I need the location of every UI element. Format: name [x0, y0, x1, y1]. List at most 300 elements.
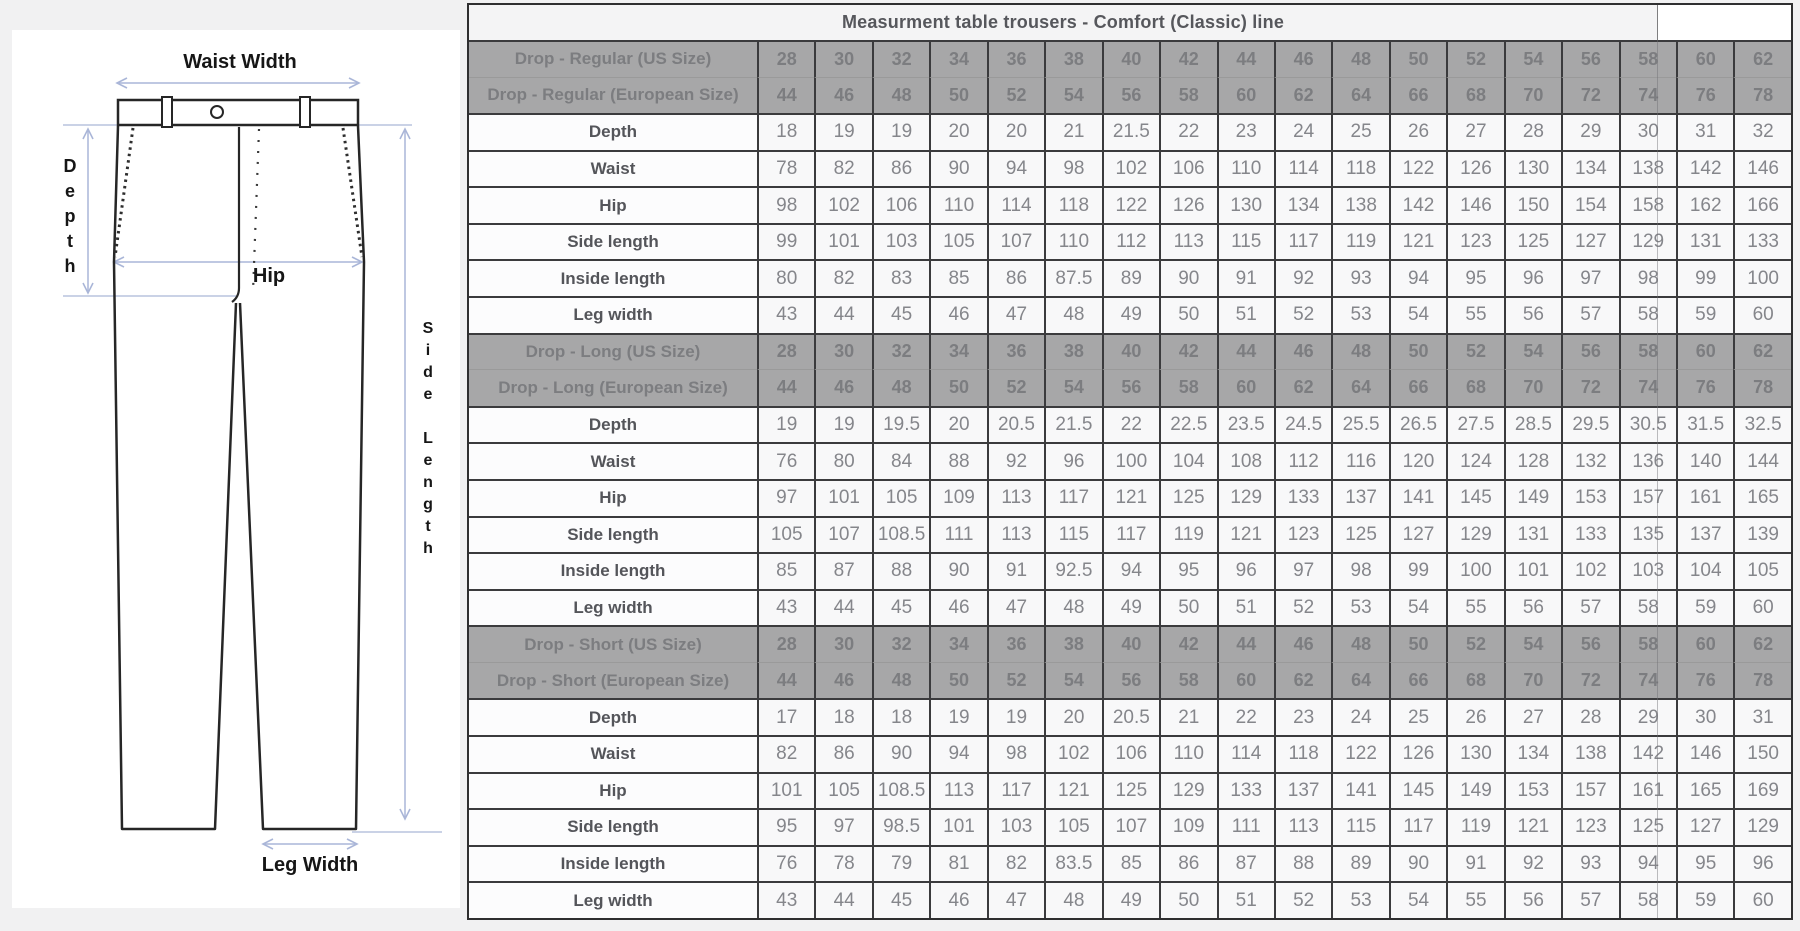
value-cell: 50 [1389, 40, 1446, 77]
value-cell: 114 [987, 186, 1044, 223]
value-cell: 96 [1217, 552, 1274, 589]
value-cell: 62 [1733, 40, 1790, 77]
value-cell: 165 [1676, 772, 1733, 809]
value-cell: 162 [1676, 186, 1733, 223]
value-cell: 46 [929, 589, 986, 626]
value-cell: 68 [1446, 662, 1503, 699]
value-cell: 32 [1733, 113, 1790, 150]
value-cell: 19.5 [872, 406, 929, 443]
value-cell: 44 [757, 369, 814, 406]
value-cell: 95 [1159, 552, 1216, 589]
measure-row-label: Leg width [469, 589, 757, 626]
table-row [469, 113, 1791, 150]
value-cell: 123 [1561, 808, 1618, 845]
table-row [469, 845, 1791, 882]
value-cell: 120 [1389, 442, 1446, 479]
table-row [469, 516, 1791, 553]
value-cell: 50 [1159, 296, 1216, 333]
value-cell: 110 [1044, 223, 1101, 260]
value-cell: 87 [1217, 845, 1274, 882]
value-cell: 113 [987, 516, 1044, 553]
value-cell: 110 [1217, 150, 1274, 187]
value-cell: 93 [1561, 845, 1618, 882]
value-cell: 42 [1159, 333, 1216, 370]
value-cell: 115 [1217, 223, 1274, 260]
value-cell: 72 [1561, 369, 1618, 406]
value-cell: 108 [1217, 442, 1274, 479]
value-cell: 28 [1504, 113, 1561, 150]
value-cell: 43 [757, 881, 814, 918]
value-cell: 53 [1331, 881, 1388, 918]
value-cell: 46 [1274, 40, 1331, 77]
value-cell: 117 [987, 772, 1044, 809]
value-cell: 25 [1389, 698, 1446, 735]
value-cell: 100 [1102, 442, 1159, 479]
value-cell: 20 [1044, 698, 1101, 735]
value-cell: 87.5 [1044, 259, 1101, 296]
value-cell: 89 [1331, 845, 1388, 882]
value-cell: 46 [929, 881, 986, 918]
value-cell: 66 [1389, 77, 1446, 114]
value-cell: 76 [757, 845, 814, 882]
value-cell: 48 [1331, 40, 1388, 77]
value-cell: 34 [929, 333, 986, 370]
value-cell: 83.5 [1044, 845, 1101, 882]
value-cell: 58 [1619, 296, 1676, 333]
value-cell: 91 [1446, 845, 1503, 882]
value-cell: 20.5 [1102, 698, 1159, 735]
value-cell: 54 [1389, 589, 1446, 626]
value-cell: 45 [872, 881, 929, 918]
value-cell: 119 [1446, 808, 1503, 845]
value-cell: 116 [1331, 442, 1388, 479]
value-cell: 44 [1217, 40, 1274, 77]
value-cell: 70 [1504, 369, 1561, 406]
value-cell: 43 [757, 296, 814, 333]
value-cell: 166 [1733, 186, 1790, 223]
value-cell: 48 [872, 77, 929, 114]
value-cell: 107 [987, 223, 1044, 260]
value-cell: 62 [1274, 369, 1331, 406]
value-cell: 60 [1217, 369, 1274, 406]
measure-row-label: Side length [469, 223, 757, 260]
value-cell: 57 [1561, 296, 1618, 333]
table-row [469, 259, 1791, 296]
value-cell: 19 [814, 406, 871, 443]
table-row [469, 296, 1791, 333]
value-cell: 107 [1102, 808, 1159, 845]
value-cell: 91 [987, 552, 1044, 589]
value-cell: 108.5 [872, 516, 929, 553]
value-cell: 130 [1217, 186, 1274, 223]
value-cell: 96 [1504, 259, 1561, 296]
value-cell: 68 [1446, 77, 1503, 114]
value-cell: 91 [1217, 259, 1274, 296]
value-cell: 48 [1331, 625, 1388, 662]
value-cell: 98 [1331, 552, 1388, 589]
table-row [469, 40, 1791, 77]
value-cell: 51 [1217, 881, 1274, 918]
value-cell: 85 [1102, 845, 1159, 882]
value-cell: 49 [1102, 589, 1159, 626]
value-cell: 133 [1274, 479, 1331, 516]
drop-us-size-label: Drop - Short (US Size) [469, 625, 757, 662]
value-cell: 80 [814, 442, 871, 479]
value-cell: 57 [1561, 589, 1618, 626]
table-row [469, 552, 1791, 589]
value-cell: 125 [1504, 223, 1561, 260]
value-cell: 105 [757, 516, 814, 553]
value-cell: 60 [1676, 40, 1733, 77]
value-cell: 130 [1446, 735, 1503, 772]
value-cell: 140 [1676, 442, 1733, 479]
table-row [469, 479, 1791, 516]
value-cell: 138 [1331, 186, 1388, 223]
value-cell: 85 [757, 552, 814, 589]
value-cell: 21.5 [1044, 406, 1101, 443]
value-cell: 38 [1044, 625, 1101, 662]
value-cell: 52 [1274, 589, 1331, 626]
value-cell: 56 [1102, 662, 1159, 699]
value-cell: 38 [1044, 40, 1101, 77]
trouser-left-outline [114, 126, 236, 829]
value-cell: 81 [929, 845, 986, 882]
measure-row-label: Depth [469, 406, 757, 443]
value-cell: 25 [1331, 113, 1388, 150]
value-cell: 50 [1389, 625, 1446, 662]
value-cell: 94 [1102, 552, 1159, 589]
value-cell: 117 [1274, 223, 1331, 260]
value-cell: 20.5 [987, 406, 1044, 443]
value-cell: 129 [1159, 772, 1216, 809]
value-cell: 106 [1102, 735, 1159, 772]
value-cell: 100 [1446, 552, 1503, 589]
value-cell: 32.5 [1733, 406, 1790, 443]
value-cell: 126 [1446, 150, 1503, 187]
value-cell: 62 [1274, 662, 1331, 699]
value-cell: 32 [872, 40, 929, 77]
value-cell: 88 [929, 442, 986, 479]
value-cell: 52 [987, 369, 1044, 406]
value-cell: 137 [1331, 479, 1388, 516]
value-cell: 22 [1102, 406, 1159, 443]
value-cell: 118 [1274, 735, 1331, 772]
measurement-table [467, 3, 1793, 920]
value-cell: 30 [1619, 113, 1676, 150]
value-cell: 161 [1619, 772, 1676, 809]
table-row [469, 333, 1791, 370]
value-cell: 27 [1446, 113, 1503, 150]
value-cell: 46 [1274, 625, 1331, 662]
value-cell: 60 [1676, 333, 1733, 370]
value-cell: 24.5 [1274, 406, 1331, 443]
value-cell: 20 [929, 113, 986, 150]
value-cell: 40 [1102, 40, 1159, 77]
value-cell: 50 [1389, 333, 1446, 370]
value-cell: 101 [1504, 552, 1561, 589]
value-cell: 60 [1733, 589, 1790, 626]
value-cell: 135 [1619, 516, 1676, 553]
measure-row-label: Waist [469, 735, 757, 772]
value-cell: 123 [1446, 223, 1503, 260]
value-cell: 122 [1389, 150, 1446, 187]
measure-row-label: Side length [469, 808, 757, 845]
measure-row-label: Hip [469, 479, 757, 516]
value-cell: 59 [1676, 589, 1733, 626]
value-cell: 44 [757, 662, 814, 699]
value-cell: 19 [814, 113, 871, 150]
value-cell: 62 [1733, 333, 1790, 370]
value-cell: 93 [1331, 259, 1388, 296]
value-cell: 54 [1504, 40, 1561, 77]
value-cell: 95 [757, 808, 814, 845]
value-cell: 111 [929, 516, 986, 553]
value-cell: 22 [1159, 113, 1216, 150]
value-cell: 50 [1159, 589, 1216, 626]
measure-row-label: Depth [469, 113, 757, 150]
value-cell: 28 [757, 625, 814, 662]
measure-row-label: Leg width [469, 881, 757, 918]
value-cell: 101 [929, 808, 986, 845]
value-cell: 60 [1217, 77, 1274, 114]
table-row [469, 662, 1791, 699]
value-cell: 50 [929, 369, 986, 406]
table-row [469, 772, 1791, 809]
value-cell: 54 [1389, 296, 1446, 333]
value-cell: 53 [1331, 589, 1388, 626]
value-cell: 76 [1676, 369, 1733, 406]
value-cell: 62 [1274, 77, 1331, 114]
value-cell: 31 [1676, 113, 1733, 150]
value-cell: 38 [1044, 333, 1101, 370]
value-cell: 110 [1159, 735, 1216, 772]
value-cell: 104 [1159, 442, 1216, 479]
value-cell: 136 [1619, 442, 1676, 479]
value-cell: 127 [1676, 808, 1733, 845]
value-cell: 131 [1676, 223, 1733, 260]
value-cell: 107 [814, 516, 871, 553]
value-cell: 21.5 [1102, 113, 1159, 150]
value-cell: 108.5 [872, 772, 929, 809]
value-cell: 52 [1274, 881, 1331, 918]
value-cell: 86 [814, 735, 871, 772]
value-cell: 51 [1217, 296, 1274, 333]
value-cell: 133 [1217, 772, 1274, 809]
value-cell: 86 [987, 259, 1044, 296]
value-cell: 26 [1446, 698, 1503, 735]
value-cell: 121 [1389, 223, 1446, 260]
value-cell: 117 [1389, 808, 1446, 845]
value-cell: 29 [1619, 698, 1676, 735]
value-cell: 134 [1504, 735, 1561, 772]
value-cell: 131 [1504, 516, 1561, 553]
value-cell: 119 [1331, 223, 1388, 260]
leg-width-label: Leg Width [261, 854, 359, 876]
table-row [469, 406, 1791, 443]
value-cell: 57 [1561, 881, 1618, 918]
value-cell: 22.5 [1159, 406, 1216, 443]
value-cell: 52 [1274, 296, 1331, 333]
value-cell: 58 [1619, 333, 1676, 370]
value-cell: 123 [1274, 516, 1331, 553]
value-cell: 106 [1159, 150, 1216, 187]
value-cell: 21 [1044, 113, 1101, 150]
value-cell: 30 [1676, 698, 1733, 735]
value-cell: 145 [1446, 479, 1503, 516]
value-cell: 36 [987, 625, 1044, 662]
value-cell: 23.5 [1217, 406, 1274, 443]
value-cell: 138 [1619, 150, 1676, 187]
value-cell: 54 [1044, 77, 1101, 114]
value-cell: 24 [1274, 113, 1331, 150]
value-cell: 102 [1102, 150, 1159, 187]
value-cell: 58 [1619, 40, 1676, 77]
measure-row-label: Waist [469, 442, 757, 479]
drop-us-size-label: Drop - Regular (US Size) [469, 40, 757, 77]
value-cell: 121 [1044, 772, 1101, 809]
value-cell: 28 [1561, 698, 1618, 735]
value-cell: 54 [1504, 625, 1561, 662]
value-cell: 58 [1159, 77, 1216, 114]
value-cell: 17 [757, 698, 814, 735]
value-cell: 66 [1389, 662, 1446, 699]
value-cell: 119 [1159, 516, 1216, 553]
value-cell: 146 [1733, 150, 1790, 187]
value-cell: 146 [1446, 186, 1503, 223]
value-cell: 30 [814, 333, 871, 370]
value-cell: 48 [1044, 589, 1101, 626]
value-cell: 48 [872, 662, 929, 699]
value-cell: 46 [929, 296, 986, 333]
value-cell: 158 [1619, 186, 1676, 223]
value-cell: 87 [814, 552, 871, 589]
value-cell: 92.5 [1044, 552, 1101, 589]
value-cell: 79 [872, 845, 929, 882]
value-cell: 139 [1733, 516, 1790, 553]
value-cell: 70 [1504, 77, 1561, 114]
value-cell: 50 [929, 77, 986, 114]
value-cell: 86 [872, 150, 929, 187]
value-cell: 101 [814, 223, 871, 260]
value-cell: 56 [1504, 589, 1561, 626]
value-cell: 58 [1619, 589, 1676, 626]
table-title-row [469, 5, 1791, 40]
value-cell: 32 [872, 333, 929, 370]
value-cell: 114 [1217, 735, 1274, 772]
value-cell: 90 [929, 150, 986, 187]
value-cell: 112 [1274, 442, 1331, 479]
measure-row-label: Side length [469, 516, 757, 553]
value-cell: 157 [1561, 772, 1618, 809]
value-cell: 150 [1733, 735, 1790, 772]
value-cell: 153 [1504, 772, 1561, 809]
value-cell: 142 [1676, 150, 1733, 187]
value-cell: 90 [1159, 259, 1216, 296]
measure-row-label: Inside length [469, 259, 757, 296]
value-cell: 97 [814, 808, 871, 845]
value-cell: 32 [872, 625, 929, 662]
value-cell: 40 [1102, 625, 1159, 662]
value-cell: 80 [757, 259, 814, 296]
value-cell: 54 [1389, 881, 1446, 918]
value-cell: 47 [987, 881, 1044, 918]
waistband [118, 100, 358, 125]
value-cell: 96 [1044, 442, 1101, 479]
value-cell: 150 [1504, 186, 1561, 223]
value-cell: 68 [1446, 369, 1503, 406]
value-cell: 134 [1561, 150, 1618, 187]
value-cell: 82 [814, 259, 871, 296]
value-cell: 97 [1274, 552, 1331, 589]
value-cell: 127 [1389, 516, 1446, 553]
value-cell: 102 [814, 186, 871, 223]
value-cell: 64 [1331, 662, 1388, 699]
value-cell: 46 [814, 77, 871, 114]
measurement-grid [469, 40, 1791, 918]
value-cell: 129 [1446, 516, 1503, 553]
value-cell: 103 [872, 223, 929, 260]
table-row [469, 881, 1791, 918]
value-cell: 56 [1504, 296, 1561, 333]
belt-loop-left [162, 97, 172, 127]
value-cell: 21 [1159, 698, 1216, 735]
value-cell: 82 [814, 150, 871, 187]
value-cell: 76 [1676, 77, 1733, 114]
belt-loop-right [300, 97, 310, 127]
value-cell: 111 [1217, 808, 1274, 845]
value-cell: 44 [814, 881, 871, 918]
value-cell: 105 [872, 479, 929, 516]
value-cell: 58 [1159, 662, 1216, 699]
value-cell: 55 [1446, 881, 1503, 918]
value-cell: 78 [757, 150, 814, 187]
table-row [469, 150, 1791, 187]
value-cell: 42 [1159, 40, 1216, 77]
value-cell: 165 [1733, 479, 1790, 516]
value-cell: 44 [1217, 333, 1274, 370]
value-cell: 149 [1446, 772, 1503, 809]
value-cell: 104 [1676, 552, 1733, 589]
value-cell: 129 [1619, 223, 1676, 260]
value-cell: 18 [757, 113, 814, 150]
value-cell: 125 [1331, 516, 1388, 553]
value-cell: 19 [872, 113, 929, 150]
value-cell: 118 [1331, 150, 1388, 187]
value-cell: 88 [872, 552, 929, 589]
value-cell: 98 [1044, 150, 1101, 187]
value-cell: 48 [1044, 296, 1101, 333]
value-cell: 44 [814, 589, 871, 626]
value-cell: 30 [814, 40, 871, 77]
value-cell: 95 [1446, 259, 1503, 296]
value-cell: 113 [1274, 808, 1331, 845]
value-cell: 130 [1504, 150, 1561, 187]
value-cell: 101 [814, 479, 871, 516]
value-cell: 122 [1331, 735, 1388, 772]
value-cell: 18 [814, 698, 871, 735]
value-cell: 26.5 [1389, 406, 1446, 443]
value-cell: 94 [929, 735, 986, 772]
value-cell: 92 [1504, 845, 1561, 882]
value-cell: 129 [1217, 479, 1274, 516]
measure-row-label: Hip [469, 772, 757, 809]
value-cell: 43 [757, 589, 814, 626]
value-cell: 88 [1274, 845, 1331, 882]
value-cell: 146 [1676, 735, 1733, 772]
value-cell: 52 [1446, 333, 1503, 370]
value-cell: 47 [987, 296, 1044, 333]
value-cell: 31.5 [1676, 406, 1733, 443]
